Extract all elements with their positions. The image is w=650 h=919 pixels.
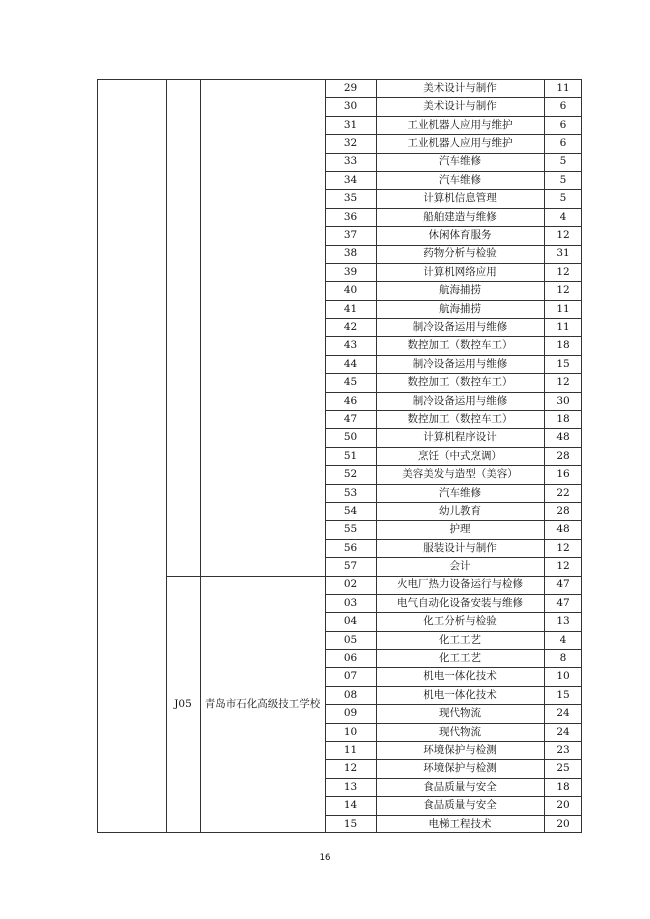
column-border [166, 79, 167, 833]
major-code-cell: 43 [343, 339, 358, 352]
major-name-cell: 汽车维修 [439, 155, 481, 168]
row-border [325, 594, 582, 595]
quota-count-cell: 30 [556, 394, 570, 407]
major-code-cell: 46 [343, 394, 358, 407]
major-code-cell: 06 [343, 652, 358, 665]
major-code-cell: 30 [343, 100, 358, 113]
row-border [325, 300, 582, 301]
major-name-cell: 化工工艺 [439, 633, 481, 646]
major-name-cell: 汽车维修 [439, 173, 481, 186]
quota-count-cell: 47 [556, 596, 570, 609]
major-name-cell: 护理 [449, 523, 471, 536]
major-code-cell: 10 [343, 725, 358, 738]
row-border [325, 245, 582, 246]
major-name-cell: 电梯工程技术 [428, 817, 492, 830]
page-number: 16 [319, 853, 331, 863]
major-code-cell: 54 [343, 504, 358, 517]
row-border [325, 208, 582, 209]
school-code-cell: J05 [174, 698, 192, 710]
major-code-cell: 07 [343, 670, 358, 683]
row-border [325, 465, 582, 466]
quota-count-cell: 8 [559, 652, 567, 665]
column-border [581, 79, 582, 833]
major-name-cell: 环境保护与检测 [423, 743, 497, 756]
major-name-cell: 数控加工（数控车工） [407, 412, 513, 425]
column-border [376, 79, 377, 833]
row-border [325, 171, 582, 172]
row-border [325, 520, 582, 521]
major-name-cell: 美术设计与制作 [423, 100, 497, 113]
major-code-cell: 35 [343, 192, 358, 205]
major-code-cell: 55 [343, 523, 358, 536]
quota-count-cell: 18 [556, 339, 570, 352]
major-code-cell: 53 [343, 486, 358, 499]
row-border [325, 631, 582, 632]
major-code-cell: 02 [343, 578, 358, 591]
row-border [325, 153, 582, 154]
quota-count-cell: 24 [556, 707, 570, 720]
major-name-cell: 制冷设备运用与维修 [412, 321, 508, 333]
quota-count-cell: 18 [556, 780, 570, 793]
row-border [325, 557, 582, 558]
row-border [325, 134, 582, 135]
quota-count-cell: 16 [556, 468, 570, 481]
quota-count-cell: 28 [556, 504, 570, 517]
quota-count-cell: 12 [556, 229, 570, 242]
major-name-cell: 汽车维修 [439, 486, 481, 499]
row-border [325, 723, 582, 724]
major-name-cell: 工业机器人应用与维护 [407, 137, 513, 150]
row-border [325, 667, 582, 668]
major-code-cell: 38 [343, 247, 358, 260]
row-border [325, 539, 582, 540]
major-name-cell: 现代物流 [439, 725, 481, 738]
enrollment-table [97, 79, 582, 833]
major-name-cell: 数控加工（数控车工） [407, 376, 513, 389]
major-code-cell: 44 [343, 357, 358, 370]
quota-count-cell: 24 [556, 725, 570, 738]
major-name-cell: 船舶建造与维修 [423, 210, 497, 223]
major-code-cell: 56 [343, 541, 358, 554]
major-code-cell: 08 [343, 688, 358, 701]
quota-count-cell: 28 [556, 449, 570, 462]
major-name-cell: 计算机程序设计 [423, 431, 497, 444]
major-name-cell: 烹饪（中式烹调） [418, 449, 502, 462]
quota-count-cell: 11 [556, 302, 570, 315]
row-border [325, 815, 582, 816]
quota-count-cell: 48 [556, 523, 570, 536]
quota-count-cell: 12 [556, 265, 570, 278]
major-code-cell: 03 [343, 596, 358, 609]
row-border [325, 116, 582, 117]
major-code-cell: 14 [343, 799, 358, 812]
row-border [325, 189, 582, 190]
major-name-cell: 电气自动化设备安装与维修 [397, 596, 523, 609]
major-code-cell: 04 [343, 615, 358, 628]
quota-count-cell: 11 [556, 321, 570, 333]
major-name-cell: 制冷设备运用与维修 [412, 357, 508, 370]
row-border [325, 741, 582, 742]
quota-count-cell: 12 [556, 541, 570, 554]
column-border [97, 79, 98, 833]
row-border [166, 576, 582, 577]
quota-count-cell: 20 [556, 817, 570, 830]
quota-count-cell: 31 [556, 247, 570, 260]
major-name-cell: 美容美发与造型（美容） [402, 468, 518, 481]
row-border [325, 226, 582, 227]
major-code-cell: 37 [343, 229, 358, 242]
major-code-cell: 33 [343, 155, 358, 168]
major-name-cell: 化工工艺 [439, 652, 481, 665]
major-code-cell: 32 [343, 137, 358, 150]
major-code-cell: 05 [343, 633, 358, 646]
row-border [325, 318, 582, 319]
major-code-cell: 34 [343, 173, 358, 186]
row-border [325, 428, 582, 429]
quota-count-cell: 48 [556, 431, 570, 444]
major-code-cell: 42 [343, 321, 358, 333]
row-border [325, 502, 582, 503]
row-border [325, 97, 582, 98]
quota-count-cell: 10 [556, 670, 570, 683]
major-code-cell: 47 [343, 412, 358, 425]
major-code-cell: 15 [343, 817, 358, 830]
quota-count-cell: 11 [556, 81, 570, 94]
major-name-cell: 食品质量与安全 [423, 799, 497, 812]
row-border [325, 704, 582, 705]
row-border [325, 355, 582, 356]
major-code-cell: 50 [343, 431, 358, 444]
row-border [325, 649, 582, 650]
major-code-cell: 31 [343, 118, 358, 131]
column-border [200, 79, 201, 833]
major-name-cell: 休闲体育服务 [428, 229, 492, 242]
quota-count-cell: 5 [559, 155, 567, 168]
major-name-cell: 制冷设备运用与维修 [412, 394, 508, 407]
major-code-cell: 11 [343, 743, 358, 756]
quota-count-cell: 20 [556, 799, 570, 812]
quota-count-cell: 5 [559, 173, 567, 186]
major-code-cell: 09 [343, 707, 358, 720]
row-border [325, 612, 582, 613]
quota-count-cell: 18 [556, 412, 570, 425]
row-border [325, 392, 582, 393]
quota-count-cell: 22 [556, 486, 570, 499]
major-name-cell: 服装设计与制作 [423, 541, 497, 554]
major-code-cell: 39 [343, 265, 358, 278]
major-code-cell: 52 [343, 468, 358, 481]
major-name-cell: 环境保护与检测 [423, 762, 497, 775]
column-border [544, 79, 545, 833]
row-border [97, 79, 582, 80]
row-border [325, 336, 582, 337]
quota-count-cell: 23 [556, 743, 570, 756]
major-code-cell: 51 [343, 449, 358, 462]
major-name-cell: 火电厂热力设备运行与检修 [397, 578, 523, 591]
major-name-cell: 会计 [449, 560, 471, 573]
row-border [325, 759, 582, 760]
major-name-cell: 幼儿教育 [439, 504, 481, 517]
row-border [325, 447, 582, 448]
major-code-cell: 12 [343, 762, 358, 775]
row-border [325, 484, 582, 485]
major-code-cell: 57 [343, 560, 358, 573]
quota-count-cell: 6 [559, 118, 567, 131]
row-border [325, 796, 582, 797]
quota-count-cell: 15 [556, 688, 570, 701]
major-name-cell: 机电一体化技术 [423, 688, 497, 701]
major-code-cell: 13 [343, 780, 358, 793]
quota-count-cell: 12 [556, 284, 570, 297]
major-code-cell: 40 [343, 284, 358, 297]
major-name-cell: 计算机信息管理 [423, 192, 497, 205]
quota-count-cell: 12 [556, 376, 570, 389]
quota-count-cell: 25 [556, 762, 570, 775]
quota-count-cell: 4 [559, 633, 567, 646]
row-border [325, 778, 582, 779]
row-border [325, 281, 582, 282]
major-name-cell: 美术设计与制作 [423, 81, 497, 94]
major-name-cell: 航海捕捞 [439, 284, 481, 297]
major-name-cell: 工业机器人应用与维护 [407, 118, 513, 131]
quota-count-cell: 6 [559, 137, 567, 150]
row-border [325, 686, 582, 687]
quota-count-cell: 13 [556, 615, 570, 628]
row-border [97, 832, 582, 833]
quota-count-cell: 15 [556, 357, 570, 370]
school-name-cell: 青岛市石化高级技工学校 [204, 698, 321, 710]
major-name-cell: 现代物流 [439, 707, 481, 720]
major-name-cell: 计算机网络应用 [423, 265, 497, 278]
quota-count-cell: 4 [559, 210, 567, 223]
row-border [325, 373, 582, 374]
major-code-cell: 36 [343, 210, 358, 223]
row-border [325, 263, 582, 264]
quota-count-cell: 6 [559, 100, 567, 113]
major-name-cell: 机电一体化技术 [423, 670, 497, 683]
quota-count-cell: 5 [559, 192, 567, 205]
quota-count-cell: 12 [556, 560, 570, 573]
major-name-cell: 化工分析与检验 [423, 615, 497, 628]
major-code-cell: 45 [343, 376, 358, 389]
major-name-cell: 数控加工（数控车工） [407, 339, 513, 352]
major-code-cell: 41 [343, 302, 358, 315]
major-name-cell: 食品质量与安全 [423, 780, 497, 793]
major-name-cell: 药物分析与检验 [423, 247, 497, 260]
column-border [325, 79, 326, 833]
row-border [325, 410, 582, 411]
major-code-cell: 29 [343, 81, 358, 94]
quota-count-cell: 47 [556, 578, 570, 591]
major-name-cell: 航海捕捞 [439, 302, 481, 315]
